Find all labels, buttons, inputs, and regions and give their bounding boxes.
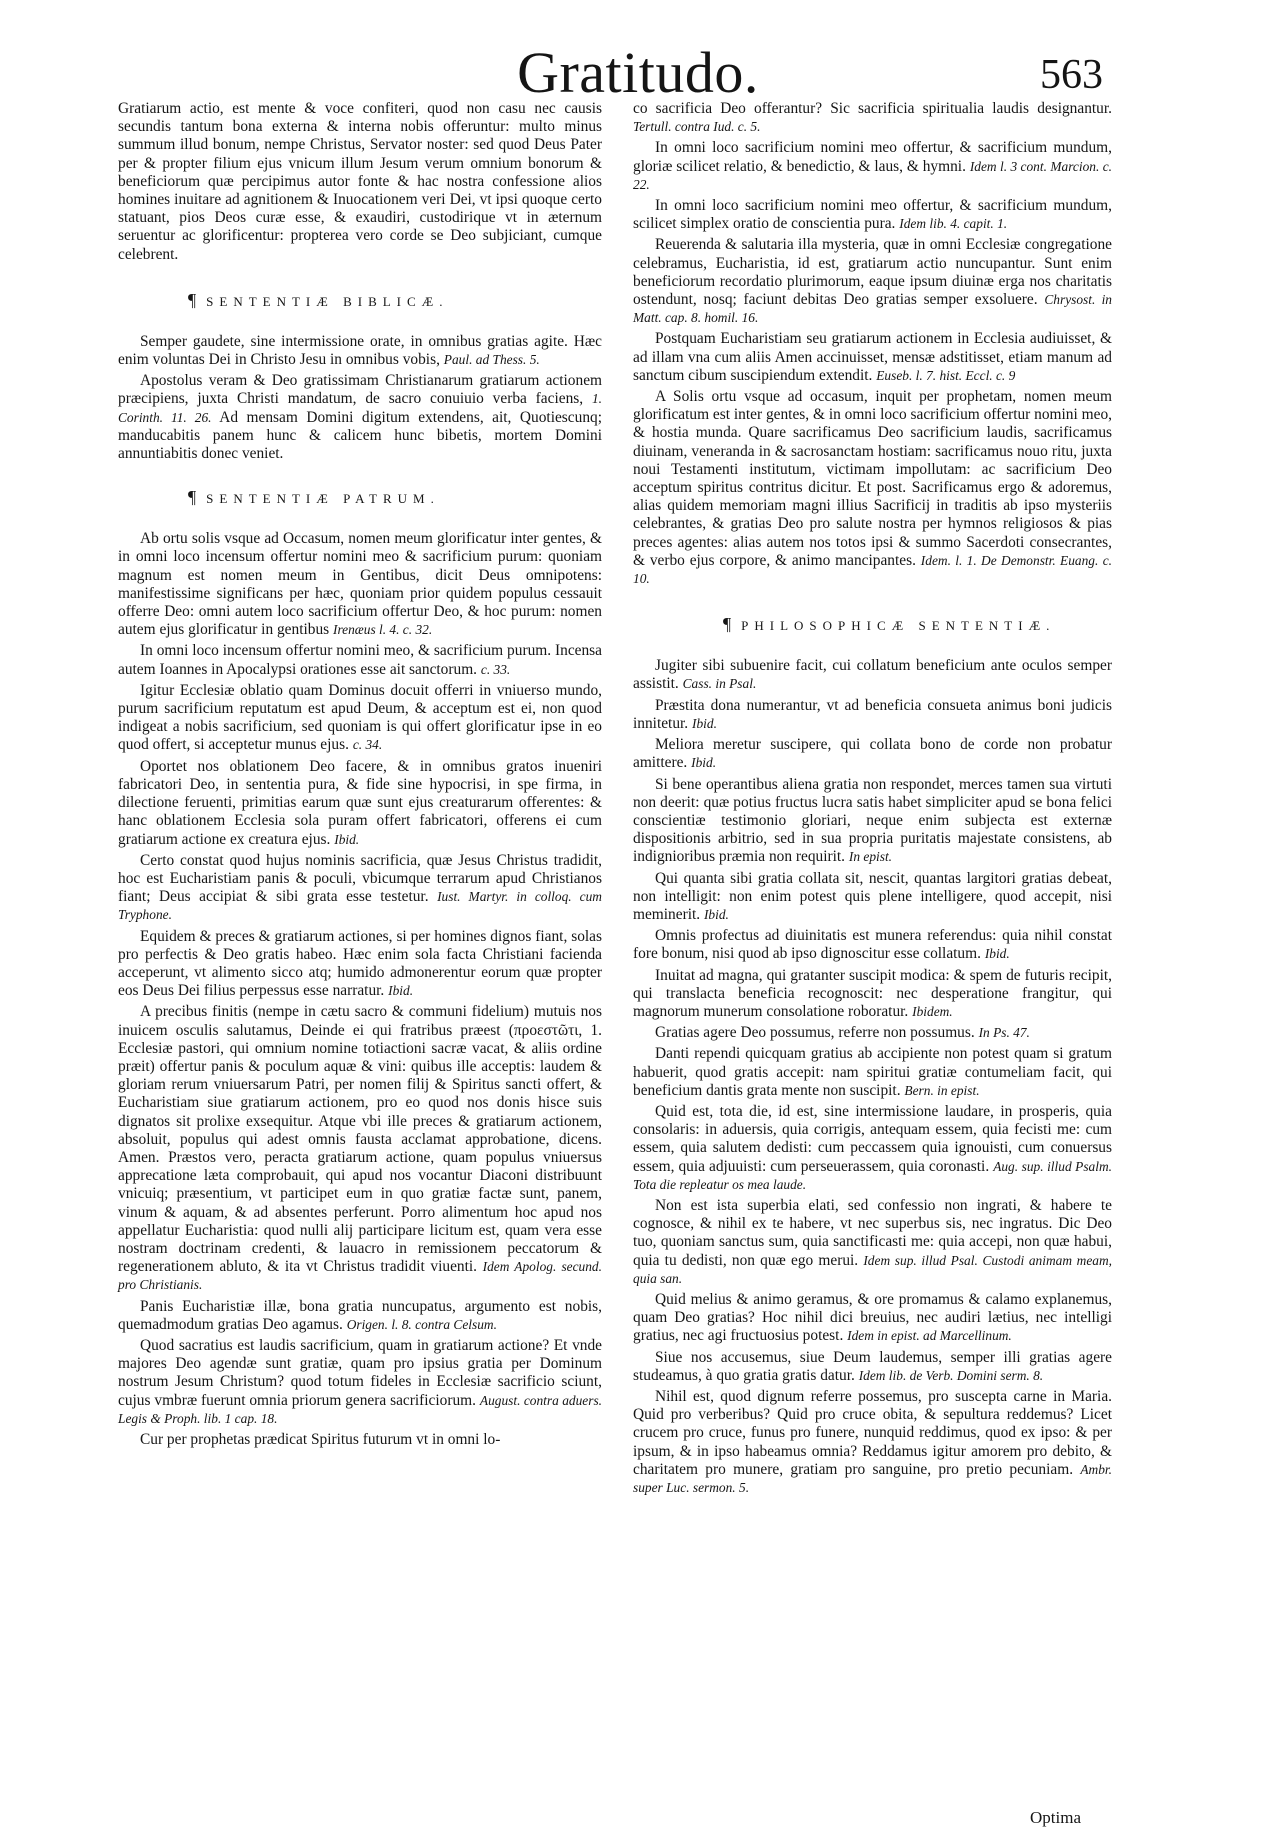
quote-paragraph: [633, 967, 1112, 1022]
quote-paragraph: [633, 776, 1112, 867]
quote-source: Idem lib. de Verb. Domini serm. 8.: [858, 1367, 1044, 1383]
quote-paragraph: [633, 1291, 1112, 1346]
quote-text: A Solis ortu vsque ad occasum, inquit per prophetam, nomen meum glorificatum est inter gentes, & in omni loco sacrificium offertur nomini meo, & hostia munda. Quare sacrificamus Deo sacrificium laudis, sacrificamus diuinam, veneranda in & sacrosanctam hostiam: sacrificamus nouo ritu, juxta noui Testamenti institutum, victimam impollutam: ac sacrificium Deo acceptum spiritus contritus dicitur. Et post. Sacrificamus ergo & adoremus, alias quidem memoriam magni illius Sacrificij in traditis ab ipso mysteriis celebrantes, & gratias Deo pro salute nostra per hymnos religiosos & pias preces agentes: alias autem nos totos ipsi & summo Sacerdoti consecrantes, & verbo ejus corpore, & animo mancipantes.: [633, 388, 1112, 569]
heading-sententiae-patrum: [118, 487, 602, 508]
quote-source: Ibidem.: [912, 1003, 953, 1019]
quote-source: Idem. l. 1. De Demonstr. Euang. c. 10.: [633, 552, 1112, 587]
pilcrow-icon: ¶: [188, 487, 197, 508]
quote-paragraph: [633, 1197, 1112, 1288]
quote-text: Si bene operantibus aliena gratia non respondet, merces tamen sua virtuti non deerit: quæ potius fructus lucra satis habet simpliciter apud se bona felici conscientiæ testimonio gloriari, neque enim subjecta est externæ dispositionis arbitrio, sed in sua propria puritatis majestate consistens, ab indignioribus præmia non requirit.: [633, 775, 1112, 866]
quote-paragraph: [633, 388, 1112, 588]
quote-text: Semper gaudete, sine intermissione orate, in omnibus gratias agite. Hæc enim voluntas Dei in Christo Jesu in omnibus vobis,: [118, 332, 602, 369]
quote-source: c. 33.: [480, 661, 511, 677]
quote-paragraph: [633, 697, 1112, 733]
quote-source: Ibid.: [703, 906, 729, 922]
page-number: 563: [1040, 52, 1103, 98]
quote-text: Quid est, tota die, id est, sine intermissione laudare, in prosperis, quia consolaris: in aduersis, quia corrigis, antequam essem, quia fecisti me: cum essem, quia salutem dedisti: cum peccassem quia ignouisti, cum conuersus essem, quia adjuuisti: cum perseuerassem, quia coronasti.: [633, 1102, 1112, 1175]
quote-paragraph: [633, 736, 1112, 772]
quote-source: Ibid.: [984, 946, 1010, 962]
intro-paragraph: Gratiarum actio, est mente & voce confiteri, quod non casu nec causis secundis tantum bona externa & interna nobis offeruntur: multo minus summum illud bonum, nempe Christus, Servator noster: sed quod Deus Pater per & propter filium ejus vnicum illum Jesum verum omnium bonorum & beneficiorum quæ percipimus autor fonte & hac nostra confessione alios homines inuitare ad agnitionem & Inuocationem veri Dei, vt ipsi quoque certo statuant, pios Deos curæ esse, & exaudiri, custodirique vt in æternum seruentur ac glorificentur: propterea vero corde se Deo subjiciant, cumque celebrent.: [118, 100, 602, 263]
quote-paragraph: [118, 642, 602, 678]
quote-paragraph: [633, 870, 1112, 925]
heading-label: PHILOSOPHICÆ SENTENTIÆ.: [741, 618, 1056, 634]
quote-paragraph: [118, 682, 602, 755]
quote-source: Idem l. 3 cont. Marcion. c. 22.: [633, 158, 1112, 192]
quote-paragraph: [118, 928, 602, 1001]
quote-text: Siue nos accusemus, siue Deum laudemus, semper illi gratias agere studeamus, à quo gratia gratis datur.: [633, 1348, 1112, 1384]
quote-source: Idem Apolog. secund. pro Christianis.: [118, 1259, 602, 1293]
quote-paragraph: [633, 197, 1112, 233]
quote-text: Quod sacratius est laudis sacrificium, quam in gratiarum actione? Et vnde majores Deo agendæ sunt gratiæ, quam pro ipsius gratia per Dominum nostrum Jesum Christum? quod totum fideles in Ecclesiæ sacrificio sciunt, cujus vmbræ fuerunt omnia priorum genera sacrificiorum.: [118, 1336, 602, 1409]
quote-text: Oportet nos oblationem Deo facere, & in omnibus gratos inueniri fabricatori Deo, in sententia pura, & fide sine hypocrisi, in spe firma, in dilectione feruenti, primitias earum quæ sunt ejus creaturarum offerentes: & hanc oblationem Ecclesia sola puram offert fabricatori, offerens ei cum gratiarum actione ex creatura ejus.: [118, 757, 602, 848]
quote-text: Equidem & preces & gratiarum actiones, si per homines dignos fiant, solas pro perfectis & Deo gratis habeo. Hæc enim sola facta Christiani facienda acceperunt, vt alimento sicco atq; humido admonerentur eorum quæ propter eos Deus Dei filius perpessus esse narratur.: [118, 927, 602, 1000]
quote-text: Danti rependi quicquam gratius ab accipiente non potest quam si gratum habuerit, quod gratis accepit: nam spiritui gratiæ contumeliam facit, qui beneficium dantis grata mente non suscipit.: [633, 1045, 1112, 1099]
quote-text: Qui quanta sibi gratia collata sit, nescit, quantas largitori gratias debeat, non intelligit: non enim potest quis plene intelligere, quod accepit, nisi meminerit.: [633, 869, 1112, 923]
quote-text: Ab ortu solis vsque ad Occasum, nomen meum glorificatur inter gentes, & in omni loco incensum offertur nomini meo & sacrificium purum: quoniam magnum est nomen meum in Gentibus, dicit Deus omnipotens: manifestissime significans per hæc, quoniam prior quidem populus cessauit offerre Deo: omni autem loco sacrificium offertur Deo, & hoc purum: nomen autem ejus glorificatur in gentibus: [118, 530, 602, 639]
quote-source: c. 34.: [352, 737, 383, 753]
quote-text: In omni loco incensum offertur nomini meo, & sacrificium purum. Incensa autem Ioannes in Apocalypsi orationes esse ait sanctorum.: [118, 642, 602, 678]
quote-text: Postquam Eucharistiam seu gratiarum actionem in Ecclesia audiuisset, & ad illam vna cum aliis Amen accinuisset, mensæ adstitisset, etiam manum ad sanctum cibum suscipiendum extendit.: [633, 330, 1112, 384]
quote-paragraph: [633, 139, 1112, 194]
quote-text: Jugiter sibi subuenire facit, cui collatum beneficium ante oculos semper assistit.: [633, 657, 1112, 693]
quote-source: Ibid.: [692, 715, 717, 731]
quote-source: Iust. Martyr. in colloq. cum Tryphone.: [118, 889, 602, 923]
quote-paragraph: [118, 1431, 602, 1449]
page-title: Gratitudo.: [517, 40, 759, 105]
quote-source: 1. Corinth. 11. 26.: [118, 391, 603, 425]
quote-source: Origen. l. 8. contra Celsum.: [346, 1316, 497, 1332]
quote-text: Ad mensam Domini digitum extendens, ait, Quotiescunq; manducabitis panem hunc & calicem hunc bibetis, mortem Domini annuntiabitis donec veniet.: [118, 408, 602, 463]
quote-source: Irenæus l. 4. c. 32.: [333, 622, 433, 638]
quote-source: Ambr. super Luc. sermon. 5.: [633, 1461, 1112, 1496]
quote-text: Præstita dona numerantur, vt ad beneficia consueta animus boni judicis innitetur.: [633, 696, 1112, 732]
heading-philosophicae-sententiae: [633, 614, 1112, 635]
quote-text: Panis Eucharistiæ illæ, bona gratia nuncupatus, argumento est nobis, quemadmodum gratias Deo agamus.: [118, 1297, 602, 1333]
quote-source: In epist.: [848, 849, 893, 865]
quote-text: Quid melius & animo geramus, & ore promamus & calamo explanemus, quam Deo gratias? Hoc nihil dici breuius, nec audiri lætius, nec intelligi gratius, nec agi fructuosius potest.: [633, 1290, 1112, 1345]
quote-text: Omnis profectus ad diuinitatis est munera referendus: quia nihil constat fore bonum, nisi quod ab ipso dignoscitur esse collatum.: [633, 927, 1112, 963]
quote-text: Cur per prophetas prædicat Spiritus futurum vt in omni lo-: [140, 1431, 501, 1448]
pilcrow-icon: ¶: [188, 289, 197, 310]
quote-paragraph: [633, 1103, 1112, 1194]
quote-source: Chrysost. in Matt. cap. 8. homil. 16.: [633, 292, 1112, 326]
quote-text: A precibus finitis (nempe in cætu sacro & communi fidelium) mutuis nos inuicem osculis salutamus, Deinde ei qui fratribus præest (προεστῶτι, 1. Ecclesiæ pastori, qui omnium nomine totiactioni sacræ vacat, & aliis ordine præit) offertur panis & poculum aquæ & vini: quibus ille acceptis: laudem & gloriam rerum vniuersarum Patri, per nomen filij & Spiritus sancti offert, & Eucharistiam siue gratiarum actionem, pro eo quod nos donis hisce suis dignatos sit prolixe exsequitur. Atque vbi ille preces & gratiarum actionem, absoluit, populus qui adest omnis fausta acclamat approbatione, dicens. Amen. Præstos vero, peracta gratiarum actione, quam populus vniuersus apprecatione læta comprobauit, qui apud nos vocantur Diaconi distribuunt vnicuiq; præsentium, vt participet eum in quo gratiæ factæ sunt, panem, vinum & aquam, & ad absentes perferunt. Porro alimentum hoc apud nos appellatur Eucharistia: quod nulli alij participare licitum est, quam vera esse nostram doctrinam credenti, & lauacro in remissionem peccatorum & regenerationem abluto, & ita vt Christus tradidit viuenti.: [118, 1003, 602, 1276]
quote-paragraph: [633, 1388, 1112, 1497]
quote-text: Certo constat quod hujus nominis sacrificia, quæ Jesus Christus tradidit, hoc est Eucharistiam panis & poculi, vbicumque terrarum apud Christianos fiant; Deus accipiat & sibi grata esse testetur.: [118, 851, 602, 906]
quote-source: Euseb. l. 7. hist. Eccl. c. 9: [876, 367, 1016, 383]
quote-text: Apostolus veram & Deo gratissimam Christianarum gratiarum actionem præcipiens, juxta Christi mandatum, de sacro conuiuio verba faciens,: [118, 372, 602, 408]
quote-text: Inuitat ad magna, qui gratanter suscipit modica: & spem de futuris recipit, qui translacta beneficia recognoscit: nec desperatione frangitur, qui magnorum munerum consolatione roboratur.: [633, 966, 1112, 1020]
quote-text: co sacrificia Deo offerantur? Sic sacrificia spiritualia laudis designantur.: [633, 100, 1112, 117]
quote-text: Meliora meretur suscipere, qui collata bono de corde non probatur amittere.: [633, 736, 1112, 772]
quote-source: Idem lib. 4. capit. 1.: [899, 216, 1008, 232]
quote-paragraph: [118, 530, 602, 639]
quote-paragraph: [118, 1298, 602, 1334]
quote-source: In Ps. 47.: [978, 1025, 1030, 1041]
quote-paragraph: [118, 1337, 602, 1428]
quote-source: Bern. in epist.: [904, 1082, 980, 1098]
quote-paragraph: [633, 100, 1112, 136]
quote-paragraph: [118, 852, 602, 925]
quote-paragraph: [118, 372, 602, 463]
quote-paragraph: [118, 758, 602, 849]
left-column: [118, 100, 602, 1449]
quote-paragraph: [633, 1349, 1112, 1385]
quote-paragraph: [633, 657, 1112, 693]
quote-paragraph: [118, 333, 602, 369]
catchword: Optima: [1030, 1808, 1081, 1827]
pilcrow-icon: ¶: [723, 614, 732, 635]
quote-source: Tertull. contra Iud. c. 5.: [633, 119, 761, 135]
right-column: [633, 100, 1112, 1497]
quote-text: Reuerenda & salutaria illa mysteria, quæ in omni Ecclesiæ congregatione celebramus, Eucharistia, id est, gratiarum actio nuncupantur. Sunt enim beneficiorum recordatio plurimorum, eaque ipsum diuinæ erga nos charitatis ostendunt, nosq; faciunt debitas Deo gratias semper exsoluere.: [633, 236, 1112, 309]
quote-text: Igitur Ecclesiæ oblatio quam Dominus docuit offerri in vniuerso mundo, purum sacrificium reputatum est apud Deum, & acceptum est ei, non quod indigeat a nobis sacrificium, sed quoniam is qui offert glorificatur ipse in eo quod offert, si acceptetur munus ejus.: [118, 681, 602, 754]
quote-paragraph: [633, 330, 1112, 385]
heading-label: SENTENTIÆ BIBLICÆ.: [206, 293, 449, 309]
quote-source: Ibid.: [334, 831, 360, 847]
quote-paragraph: [633, 927, 1112, 963]
quote-source: Ibid.: [691, 755, 717, 771]
quote-text: In omni loco sacrificium nomini meo offertur, & sacrificium mundum, scilicet simplex oratio de conscientia pura.: [633, 197, 1112, 233]
quote-source: Cass. in Psal.: [682, 676, 757, 692]
quote-source: Ibid.: [388, 983, 414, 999]
quote-text: In omni loco sacrificium nomini meo offertur, & sacrificium mundum, gloriæ scilicet relatio, & benedictio, & laus, & hymni.: [633, 139, 1112, 175]
quote-paragraph: [633, 1024, 1112, 1042]
heading-sententiae-biblicae: [118, 290, 602, 311]
quote-source: Idem in epist. ad Marcellinum.: [847, 1328, 1012, 1344]
heading-label: SENTENTIÆ PATRUM.: [206, 491, 440, 507]
quote-text: Gratias agere Deo possumus, referre non possumus.: [655, 1024, 975, 1042]
quote-paragraph: [633, 236, 1112, 327]
quote-source: Aug. sup. illud Psalm. Tota die repleatur os mea laude.: [633, 1158, 1112, 1192]
quote-source: Paul. ad Thess. 5.: [443, 352, 540, 368]
quote-text: Nihil est, quod dignum referre possemus, pro suscepta carne in Maria. Quid pro verberibus? Quid pro cruce obita, & sepultura reddemus? Licet crucem pro cruce, funus pro funere, nunquid reddimus, quod ex ipso: & per ipsum, & in ipso habeamus omnia? Reddamus igitur amorem pro debito, & charitatem pro munere, gratiam pro sanguine, pro pretio pecuniam.: [633, 1388, 1112, 1478]
quote-source: August. contra aduers. Legis & Proph. lib. 1 cap. 18.: [118, 1392, 602, 1426]
quote-text: Non est ista superbia elati, sed confessio non ingrati, & habere te cognosce, & nihil ex te habere, vt nec superbus sis, nec ingratus. Dic Deo tuo, quoniam sanctus sum, quia sanctificasti me: quia accepi, non quæ habui, quia tu dedisti, non quæ ego merui.: [633, 1196, 1112, 1269]
quote-paragraph: [633, 1045, 1112, 1100]
quote-source: Idem sup. illud Psal. Custodi animam meam, quia san.: [633, 1252, 1112, 1286]
quote-paragraph: [118, 1003, 602, 1294]
